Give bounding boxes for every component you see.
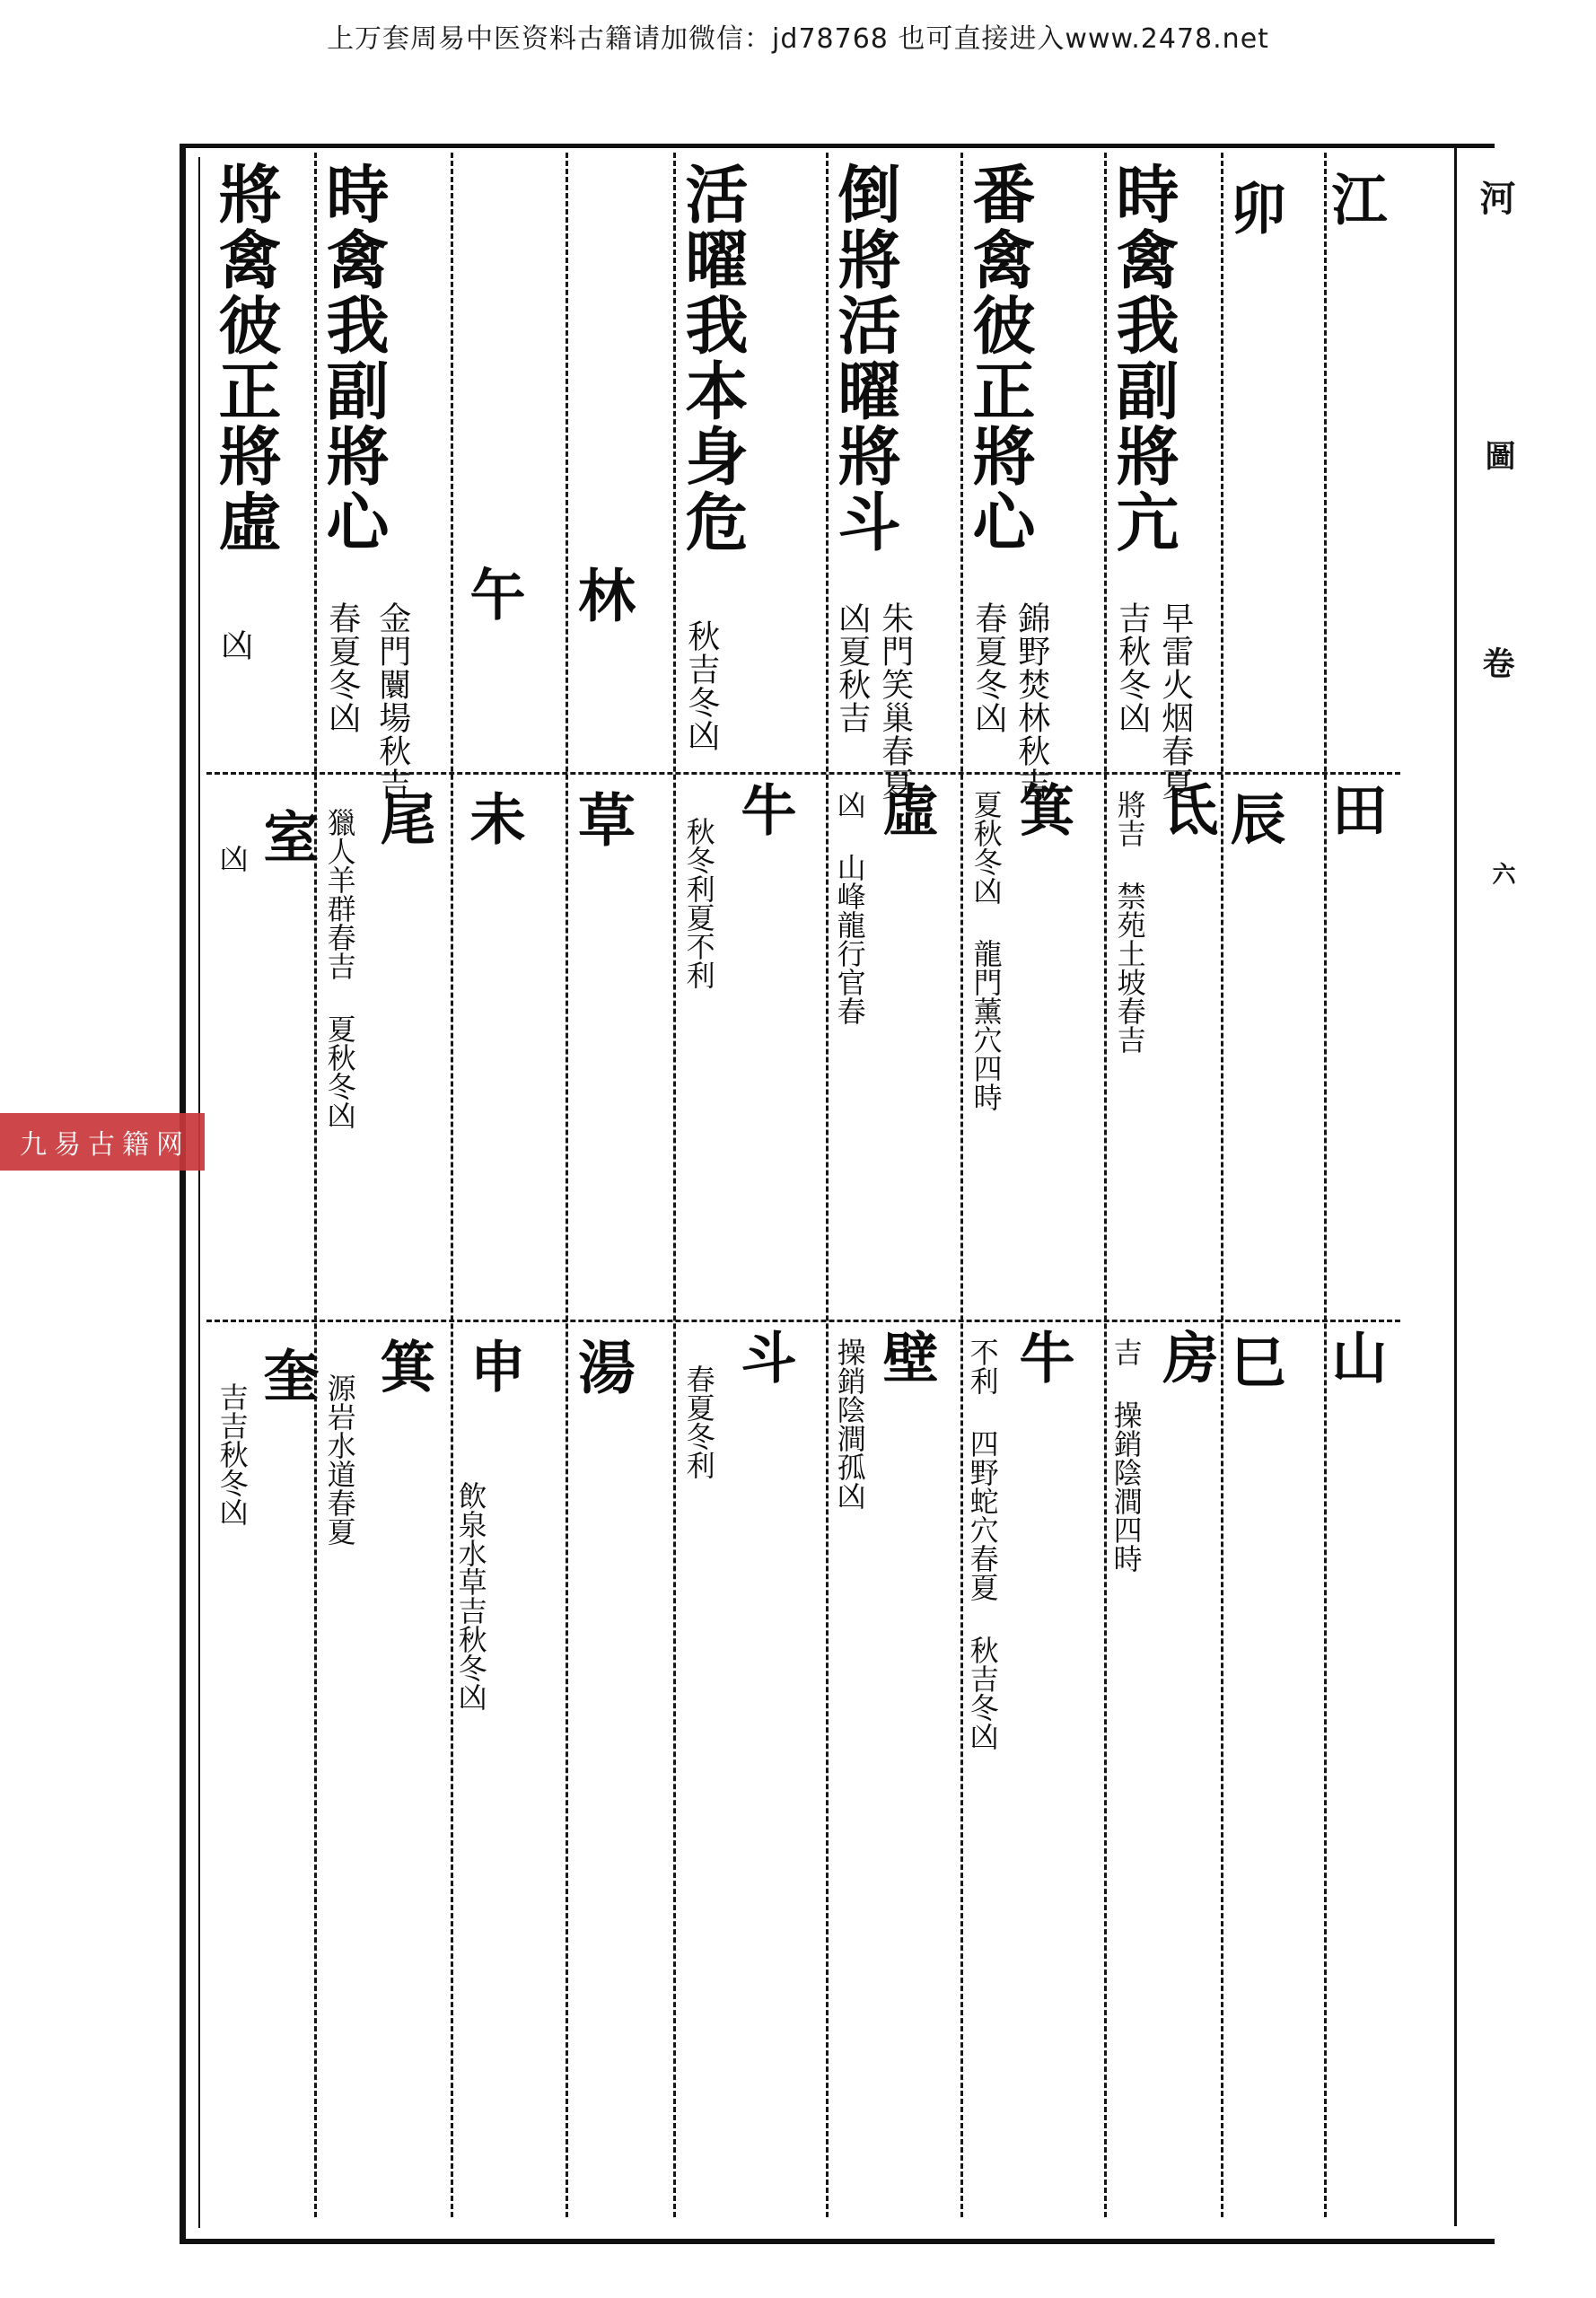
- cell-col5-row2-note: [681, 1364, 716, 1479]
- cell-col8-row2-note: [1112, 790, 1147, 1054]
- cell-col8-row3-note: [1109, 1338, 1144, 1573]
- star-name: 牛: [732, 781, 797, 838]
- column-heading-note: 春夏冬凶: [969, 601, 1007, 734]
- cell-note: 不利 四野蛇穴春夏 秋吉冬凶: [965, 1338, 1000, 1750]
- cell-col4-row1: [568, 566, 636, 625]
- cell-col5-row1-note: [681, 817, 716, 989]
- cell-col5-heading-note: [684, 619, 718, 752]
- column-heading: 倒將活曜將斗: [828, 162, 902, 555]
- cell-col4-row3: [568, 1338, 636, 1397]
- column-heading: 時禽我副將亢: [1106, 162, 1180, 555]
- promo-banner: 上万套周易中医资料古籍请加微信：jd78768 也可直接进入www.2478.net: [327, 23, 1269, 55]
- cell-col10-row3: [1322, 1329, 1388, 1386]
- cell-col8-row3: [1153, 1329, 1219, 1386]
- cell-col1-heading: [208, 162, 283, 555]
- star-name: 室: [254, 808, 320, 865]
- branch-label: 申: [460, 1338, 526, 1395]
- cell-col7-heading-note: [971, 601, 1005, 734]
- column-heading-note: 秋吉冬凶: [682, 619, 720, 752]
- column-heading-note: 春夏冬凶: [323, 601, 361, 734]
- cell-note: 錦野焚林秋吉: [1013, 601, 1050, 801]
- branch-label: 辰: [1221, 790, 1286, 847]
- cell-col3-row1: [460, 566, 526, 623]
- star-name: 箕: [1010, 781, 1075, 838]
- cell-col4-row2: [568, 790, 636, 849]
- cell-col8-heading-note: [1115, 601, 1149, 734]
- divination-table: [206, 153, 1400, 2217]
- cell-note: 操銷陰澗孤凶: [832, 1338, 867, 1510]
- col-divider-8: [1221, 153, 1223, 2217]
- cell-col7-row3: [1010, 1329, 1075, 1386]
- spine-mark-3: 卷: [1478, 646, 1515, 684]
- cell-col1-row2-note: [215, 844, 250, 873]
- branch-label: 午: [460, 566, 526, 623]
- cell-col5-heading: [675, 162, 750, 555]
- star-name: 箕: [371, 1338, 436, 1395]
- cell-col6-row3: [873, 1329, 939, 1386]
- cell-col6-heading: [828, 162, 902, 555]
- site-watermark: 九易古籍网: [0, 1113, 205, 1171]
- cell-col8-row2: [1153, 781, 1219, 838]
- cell-col2-row2-note: [322, 808, 357, 1129]
- cell-col10-row2: [1322, 781, 1388, 838]
- star-name: 氐: [1153, 781, 1219, 838]
- cell-col2-row1-note: [375, 601, 409, 801]
- cell-note: 將吉 禁苑土坡春吉: [1112, 790, 1147, 1054]
- cell-col3-row2: [460, 790, 526, 847]
- branch-label: 巳: [1221, 1333, 1286, 1390]
- cell-col8-heading: [1106, 162, 1180, 555]
- cell-col7-row1-note: [1014, 601, 1048, 801]
- col-divider-3: [566, 153, 568, 2217]
- col-divider-2: [451, 153, 453, 2217]
- cell-col6-row2: [873, 781, 939, 838]
- terrain-label: 草: [568, 790, 636, 849]
- star-name: 斗: [732, 1329, 797, 1386]
- cell-col2-row3-note: [322, 1373, 357, 1546]
- cell-col2-row3: [371, 1338, 436, 1395]
- cell-col7-row3-note: [965, 1338, 1000, 1750]
- column-heading: 時禽我副將心: [316, 162, 390, 555]
- cell-col1-row2: [254, 808, 320, 865]
- col-divider-9: [1324, 153, 1327, 2217]
- cell-col8-row1-note: [1158, 601, 1192, 801]
- branch-label: 田: [1322, 781, 1388, 838]
- cell-note: 朱門笑巢春夏: [876, 601, 914, 801]
- cell-col7-row2-note: [969, 790, 1004, 1111]
- cell-note: 凶: [215, 844, 250, 873]
- cell-col2-heading-note: [325, 601, 359, 734]
- scanned-page: [126, 126, 1526, 2253]
- cell-col7-heading: [962, 162, 1037, 555]
- cell-col9-row1: [1221, 180, 1286, 237]
- cell-note: 夏秋冬凶 龍門薰穴四時: [969, 790, 1004, 1111]
- cell-note: 秋冬利夏不利: [681, 817, 716, 989]
- cell-col1-heading-note: [217, 628, 251, 662]
- cell-col10-row1: [1322, 171, 1388, 228]
- cell-note: 吉 操銷陰澗四時: [1109, 1338, 1144, 1573]
- cell-col5-row2: [732, 1329, 797, 1386]
- cell-col7-row2: [1010, 781, 1075, 838]
- spine-mark-1: 河: [1474, 180, 1516, 221]
- column-heading-note: 凶夏秋吉: [833, 601, 871, 734]
- page-spine: [1454, 144, 1519, 2226]
- terrain-label: 湯: [568, 1338, 636, 1397]
- column-heading: 活曜我本身危: [675, 162, 750, 555]
- cell-col1-row3: [254, 1346, 320, 1404]
- cell-note: 飲泉水草吉秋冬凶: [453, 1481, 488, 1711]
- branch-label: 未: [460, 790, 526, 847]
- cell-col6-heading-note: [835, 601, 869, 734]
- cell-note: 早雷火烟春夏: [1156, 601, 1194, 801]
- cell-col1-row3-note: [215, 1382, 250, 1526]
- star-name: 房: [1153, 1329, 1219, 1386]
- star-name: 壁: [873, 1329, 939, 1386]
- star-name: 牛: [1010, 1329, 1075, 1386]
- branch-label: 卯: [1221, 180, 1286, 237]
- cell-col2-row2: [371, 790, 436, 847]
- cell-col5-row1: [732, 781, 797, 838]
- cell-col6-row2-note: [832, 790, 867, 1025]
- cell-col3-row3: [460, 1338, 526, 1395]
- star-name: 奎: [254, 1346, 320, 1404]
- cell-col9-row3: [1221, 1333, 1286, 1390]
- cell-note: 獵人羊群春吉 夏秋冬凶: [322, 808, 357, 1129]
- terrain-label: 林: [568, 566, 636, 625]
- column-heading: 將禽彼正將虛: [208, 162, 283, 555]
- star-name: 虛: [873, 781, 939, 838]
- spine-mark-4: 六: [1488, 862, 1515, 887]
- cell-col2-heading: [316, 162, 390, 555]
- cell-col9-row2: [1221, 790, 1286, 847]
- cell-col6-row3-note: [832, 1338, 867, 1510]
- branch-label: 江: [1322, 171, 1388, 228]
- cell-note: 吉吉秋冬凶: [215, 1382, 250, 1526]
- column-heading: 番禽彼正將心: [962, 162, 1037, 555]
- cell-col6-row1-note: [878, 601, 912, 801]
- cell-col3-row3-note: [453, 1481, 488, 1711]
- cell-note: 源岩水道春夏: [322, 1373, 357, 1546]
- column-heading-note: 凶: [215, 628, 253, 662]
- branch-label: 山: [1322, 1329, 1388, 1386]
- star-name: 尾: [371, 790, 436, 847]
- cell-note: 金門闤場秋吉: [373, 601, 411, 801]
- cell-note: 春夏冬利: [681, 1364, 716, 1479]
- spine-mark-2: 圖: [1479, 440, 1515, 476]
- column-heading-note: 吉秋冬凶: [1113, 601, 1151, 734]
- cell-note: 凶 山峰龍行官春: [832, 790, 867, 1025]
